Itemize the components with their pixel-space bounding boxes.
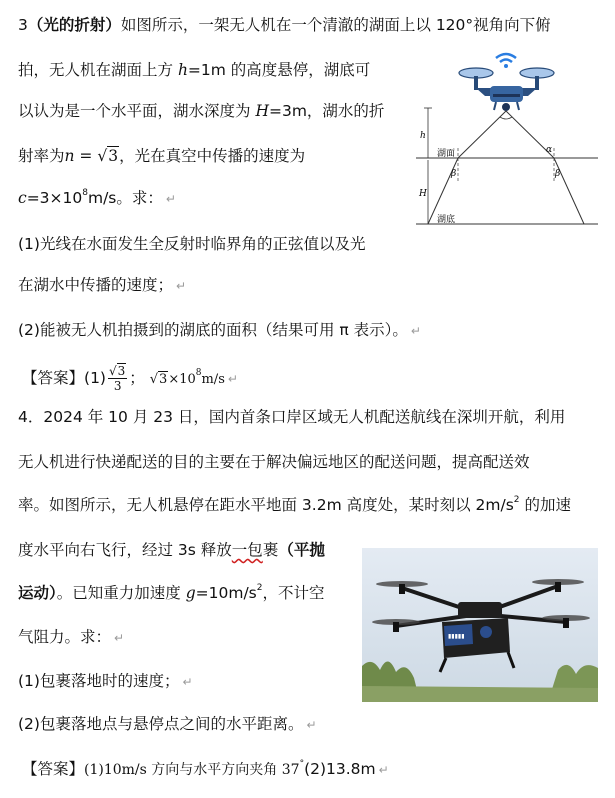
- q3-c-unit: m/s。求：: [87, 189, 163, 207]
- q4-g-variable: g: [185, 584, 196, 602]
- q4-text-3-exp: 2: [513, 495, 520, 505]
- q4-text-4b: 裹: [262, 541, 279, 559]
- q3-text-3b: =3m，湖水的折: [268, 102, 385, 120]
- return-mark: ↵: [378, 763, 389, 777]
- light-rays: [428, 111, 584, 224]
- q4-answer: [22, 758, 389, 781]
- q3-answer-fraction: $\frac{√3}{3}$: [108, 364, 126, 393]
- fig-label-bottom: 湖底: [437, 215, 456, 225]
- q3-text-4b: ，光在真空中传播的速度为: [119, 147, 306, 165]
- q4-line-4: [18, 539, 325, 561]
- return-mark: ↵: [176, 279, 187, 293]
- q3-line-4: [18, 145, 305, 167]
- q3-intro: 如图所示，一架无人机在一个清澈的湖面上以 120°视角向下俯: [120, 16, 551, 34]
- q4-line-5: [18, 582, 325, 604]
- q4-text-5c: ，不计空: [262, 584, 325, 602]
- q3-h-variable: h: [177, 61, 188, 79]
- q3-text-2a: 拍，无人机在湖面上方: [18, 61, 178, 79]
- return-mark: ↵: [306, 718, 317, 732]
- q4-answer-degree: °: [299, 759, 305, 769]
- q4-answer-b: (2)13.8m: [304, 760, 376, 778]
- q4-sub1: [18, 670, 193, 693]
- q4-line-3: [18, 494, 571, 516]
- q3-sub1-text-b: 在湖水中传播的速度；: [18, 276, 174, 294]
- normal-lines: [458, 148, 554, 182]
- q4-text-2: 无人机进行快递配送的目的主要在于解决偏远地区的配送问题，提高配送效: [18, 453, 530, 471]
- q4-text-6: 气阻力。求：: [18, 628, 112, 646]
- q3-sqrt: √3: [97, 147, 119, 165]
- q3-answer-part1: (1): [84, 369, 106, 387]
- q3-answer-label: 【答案】: [22, 369, 85, 387]
- q4-number: 4: [18, 408, 28, 426]
- q4-text-3a: 率。如图所示，无人机悬停在距水平地面 3.2m 高度处，某时刻以 2m/s: [18, 496, 514, 514]
- fig-label-H: H: [419, 189, 427, 199]
- q3-n-equals: =: [74, 147, 98, 165]
- fig-label-h: h: [420, 131, 426, 141]
- q3-figure: [410, 48, 600, 236]
- q4-drone-photo: [362, 548, 598, 702]
- q3-line-3: [18, 100, 384, 122]
- q3-sub2: [18, 319, 421, 342]
- return-mark: ↵: [410, 324, 421, 338]
- q3-topic: （光的折射）: [27, 16, 121, 34]
- q3-answer: [22, 364, 238, 393]
- q3-text-4a: 射率为: [18, 147, 65, 165]
- q4-sub2-text: (2)包裹落地点与悬停点之间的水平距离。: [18, 715, 304, 733]
- return-mark: ↵: [165, 192, 176, 206]
- q3-answer-speed-unit: m/s: [201, 372, 225, 387]
- q4-text-5b: =10m/s: [195, 584, 257, 602]
- q4-answer-label: 【答案】: [22, 760, 85, 778]
- q4-topic-a: （平抛: [278, 541, 325, 559]
- q3-answer-speed-exp: 8: [195, 368, 202, 378]
- q4-answer-a: (1)10m/s 方向与水平方向夹角 37: [84, 762, 300, 778]
- q4-text-5a: 。已知重力加速度: [56, 584, 186, 602]
- q4-text-4a: 度水平向右飞行，经过 3s 释放: [18, 541, 232, 559]
- q3-sub1-a: [18, 233, 365, 255]
- q3-text-2b: =1m 的高度悬停，湖底可: [187, 61, 371, 79]
- q4-text-1: ．2024 年 10 月 23 日，国内首条口岸区域无人机配送航线在深圳开航，利用: [27, 408, 566, 426]
- q3-line-5: [18, 187, 176, 210]
- q4-text-4-wavy: 一包: [231, 541, 263, 559]
- q3-c-variable: c: [18, 189, 27, 207]
- q3-sub1-b: [18, 274, 186, 297]
- wifi-signal-icon: [496, 54, 516, 68]
- q3-line-2: [18, 59, 370, 81]
- q3-sub2-text: (2)能被无人机拍摄到的湖底的面积（结果可用 π 表示）。: [18, 321, 408, 339]
- q3-n-variable: n: [64, 147, 75, 165]
- q4-line-2: [18, 451, 530, 473]
- fig-label-alpha: α: [546, 145, 553, 155]
- q4-text-3b: 的加速: [519, 496, 571, 514]
- q3-c-value: =3×10: [26, 189, 83, 207]
- fig-label-beta-right: β: [555, 169, 561, 179]
- q3-answer-sep: ；: [129, 369, 145, 387]
- q3-answer-speed-base: ×10: [168, 372, 196, 387]
- q3-H-variable: H: [255, 102, 269, 120]
- drone-icon: [459, 68, 554, 111]
- q3-number: 3: [18, 16, 28, 34]
- return-mark: ↵: [182, 675, 193, 689]
- q3-answer-frac-num: 3: [117, 364, 126, 378]
- q3-answer-speed: $√3\times 10^8m/s$: [149, 368, 225, 387]
- q3-line-1: [18, 14, 551, 36]
- q4-line-6: [18, 626, 124, 649]
- q4-line-1: [18, 406, 565, 428]
- q3-sub1-text-a: (1)光线在水面发生全反射时临界角的正弦值以及光: [18, 235, 366, 253]
- svg-text:▮▮▮▮▮: ▮▮▮▮▮: [448, 633, 465, 640]
- return-mark: ↵: [227, 372, 238, 386]
- q3-sqrt-arg: 3: [108, 147, 119, 165]
- q3-answer-frac-den: 3: [113, 379, 122, 393]
- q3-c-exponent: 8: [82, 188, 88, 198]
- q4-topic-b: 运动）: [18, 584, 57, 602]
- q4-sub1-text: (1)包裹落地时的速度；: [18, 672, 180, 690]
- fig-label-beta-left: β: [451, 169, 457, 179]
- return-mark: ↵: [114, 631, 125, 645]
- fig-label-surface: 湖面: [437, 149, 456, 159]
- q4-text-5-exp: 2: [256, 583, 263, 593]
- q4-sub2: [18, 713, 317, 736]
- q3-text-3a: 以认为是一个水平面，湖水深度为: [18, 102, 256, 120]
